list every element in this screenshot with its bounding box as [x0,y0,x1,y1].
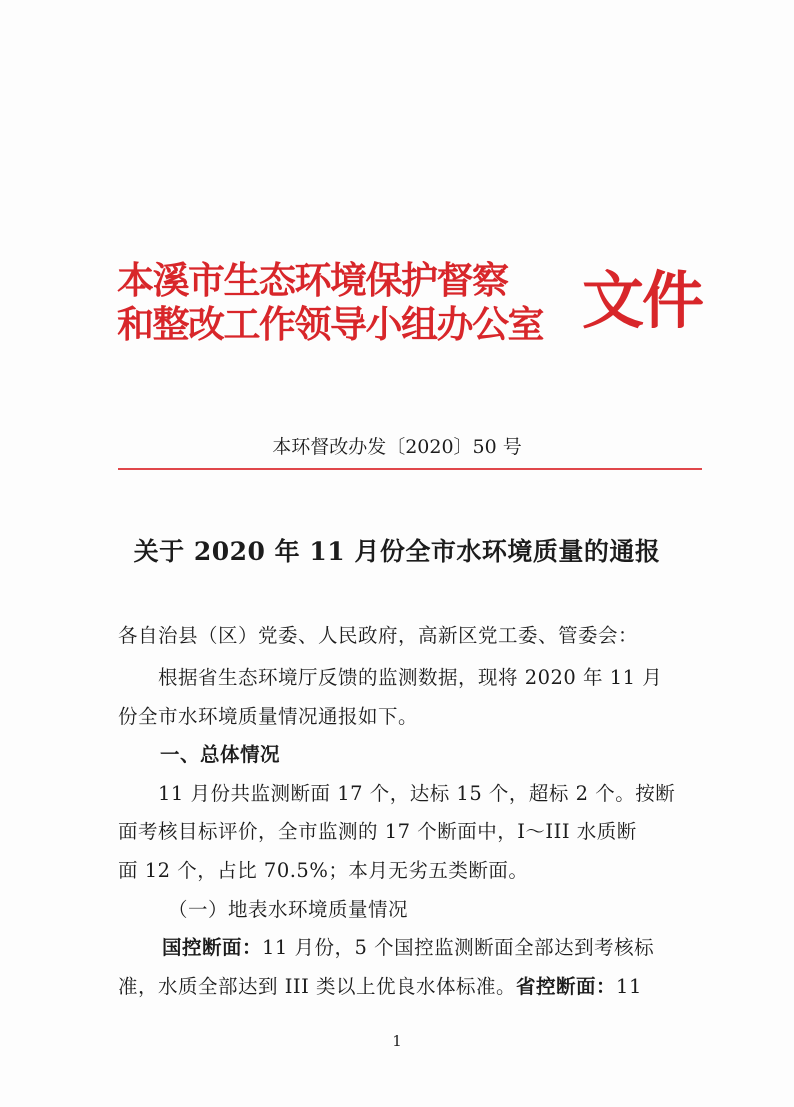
overview-line-3: 面 12 个，占比 70.5%；本月无劣五类断面。 [118,859,529,882]
overview-line-2: 面考核目标评价，全市监测的 17 个断面中，I～III 水质断 [118,820,637,843]
national-section-text-1: 11 月份，5 个国控监测断面全部达到考核标 [262,936,655,959]
overview-line-1: 11 月份共监测断面 17 个，达标 15 个，超标 2 个。按断 [158,782,676,805]
subsection-heading-surface-water: （一）地表水环境质量情况 [168,898,409,921]
national-section-paragraph-line-1 [162,938,654,958]
document-number: 本环督改办发〔2020〕50 号 [272,436,522,458]
national-section-paragraph-line-2 [118,977,642,997]
national-section-label: 国控断面： [162,936,263,959]
national-section-text-2: 准，水质全部达到 III 类以上优良水体标准。 [118,975,517,998]
issuing-org-line-1: 本溪市生态环境保护督察 [117,259,508,302]
intro-line-1: 根据省生态环境厅反馈的监测数据，现将 2020 年 11 月 [158,666,663,689]
intro-line-2: 份全市水环境质量情况通报如下。 [118,705,419,728]
provincial-section-text: 11 [616,975,642,998]
document-title: 关于 2020 年 11 月份全市水环境质量的通报 [133,537,661,566]
addressee-line: 各自治县（区）党委、人民政府，高新区党工委、管委会： [118,624,639,647]
issuing-org-line-2: 和整改工作领导小组办公室 [117,303,543,346]
provincial-section-label: 省控断面： [516,975,617,998]
document-type-label: 文件 [582,264,703,337]
page-number: 1 [392,1032,402,1050]
section-heading-overview: 一、总体情况 [160,743,281,766]
red-divider-rule [118,468,702,470]
